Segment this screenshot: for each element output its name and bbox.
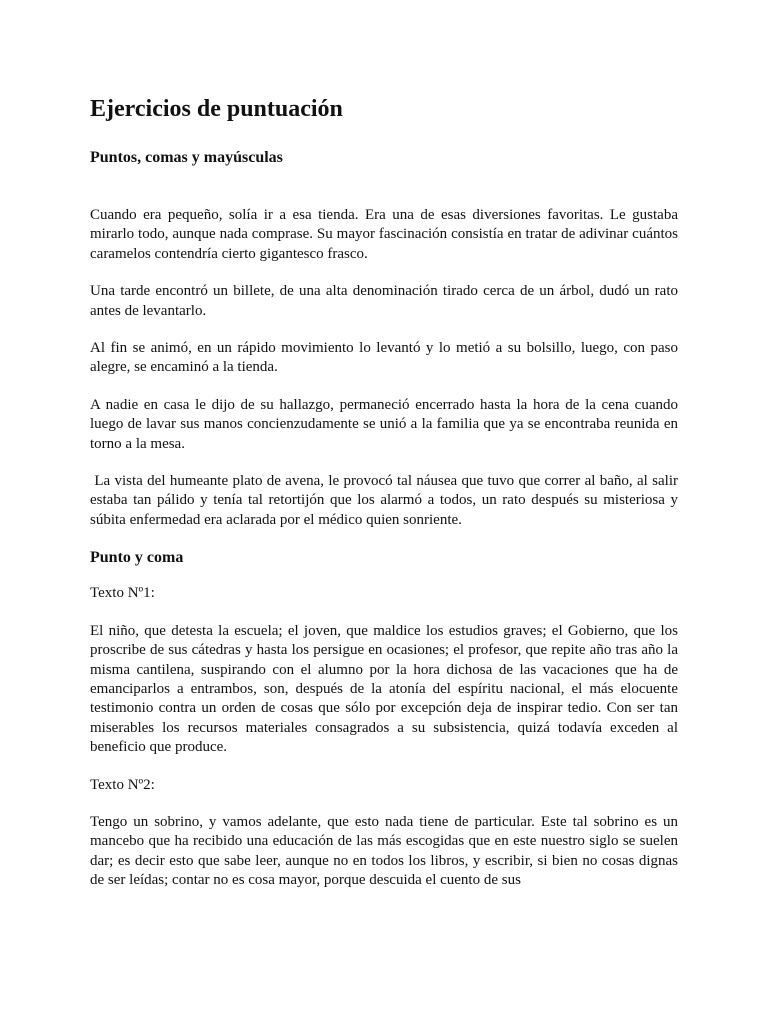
text-2-body: Tengo un sobrino, y vamos adelante, que esto nada tiene de particular. Este tal sobrino es un mancebo que ha recibido una educación de las más escogidas que en este nuestro siglo se suelen dar; es decir esto que sabe leer, aunque no en todos los libros, y escribir, si bien no cosas dignas de ser leídas; contar no es cosa mayor, porque descuida el cuento de sus xyxy=(90,813,678,889)
paragraph-1: Cuando era pequeño, solía ir a esa tienda. Era una de esas diversiones favoritas. Le gustaba mirarlo todo, aunque nada comprase. Su mayor fascinación consistía en tratar de adivinar cuántos caramelos contendría cierto gigantesco frasco. xyxy=(90,207,678,262)
paragraph-2: Una tarde encontró un billete, de una alta denominación tirado cerca de un árbol, dudó un rato antes de levantarlo. xyxy=(90,283,678,319)
paragraph-4: A nadie en casa le dijo de su hallazgo, permaneció encerrado hasta la hora de la cena cuando luego de lavar sus manos concienzudamente se unió a la familia que ya se encontraba reunida en torno a la mesa. xyxy=(90,396,678,452)
text-1-body: El niño, que detesta la escuela; el joven, que maldice los estudios graves; el Gobierno, que los proscribe de sus cátedras y hasta los persigue en ocasiones; el profesor, que repite año tras año la misma cantilena, suspirando con el alumno por la hora dichosa de las vacaciones que ha de emanciparlos a entrambos, son, después de la atonía del espíritu nacional, el más elocuente testimonio contra un orden de cosas que sólo por excepción deja de inspirar tedio. Con ser tan miserables los recursos materiales consagrados a su subsistencia, quizá todavía exceden al beneficio que produce. xyxy=(90,622,678,756)
document-page xyxy=(90,94,682,909)
section-heading-punto-y-coma: Punto y coma xyxy=(90,549,184,567)
text-1-label: Texto Nº1: xyxy=(90,585,155,602)
section-heading-puntos-comas: Puntos, comas y mayúsculas xyxy=(90,149,283,166)
paragraph-5: La vista del humeante plato de avena, le provocó tal náusea que tuvo que correr al baño, al salir estaba tan pálido y tenía tal retortijón que los alarmó a todos, un rato después su misteriosa y súbita enfermedad era aclarada por el médico quien sonriente. xyxy=(90,473,682,528)
paragraph-3: Al fin se animó, en un rápido movimiento lo levantó y lo metió a su bolsillo, luego, con paso alegre, se encaminó a la tienda. xyxy=(90,340,678,376)
document-title: Ejercicios de puntuación xyxy=(90,96,343,122)
text-2-label: Texto Nº2: xyxy=(90,776,155,793)
